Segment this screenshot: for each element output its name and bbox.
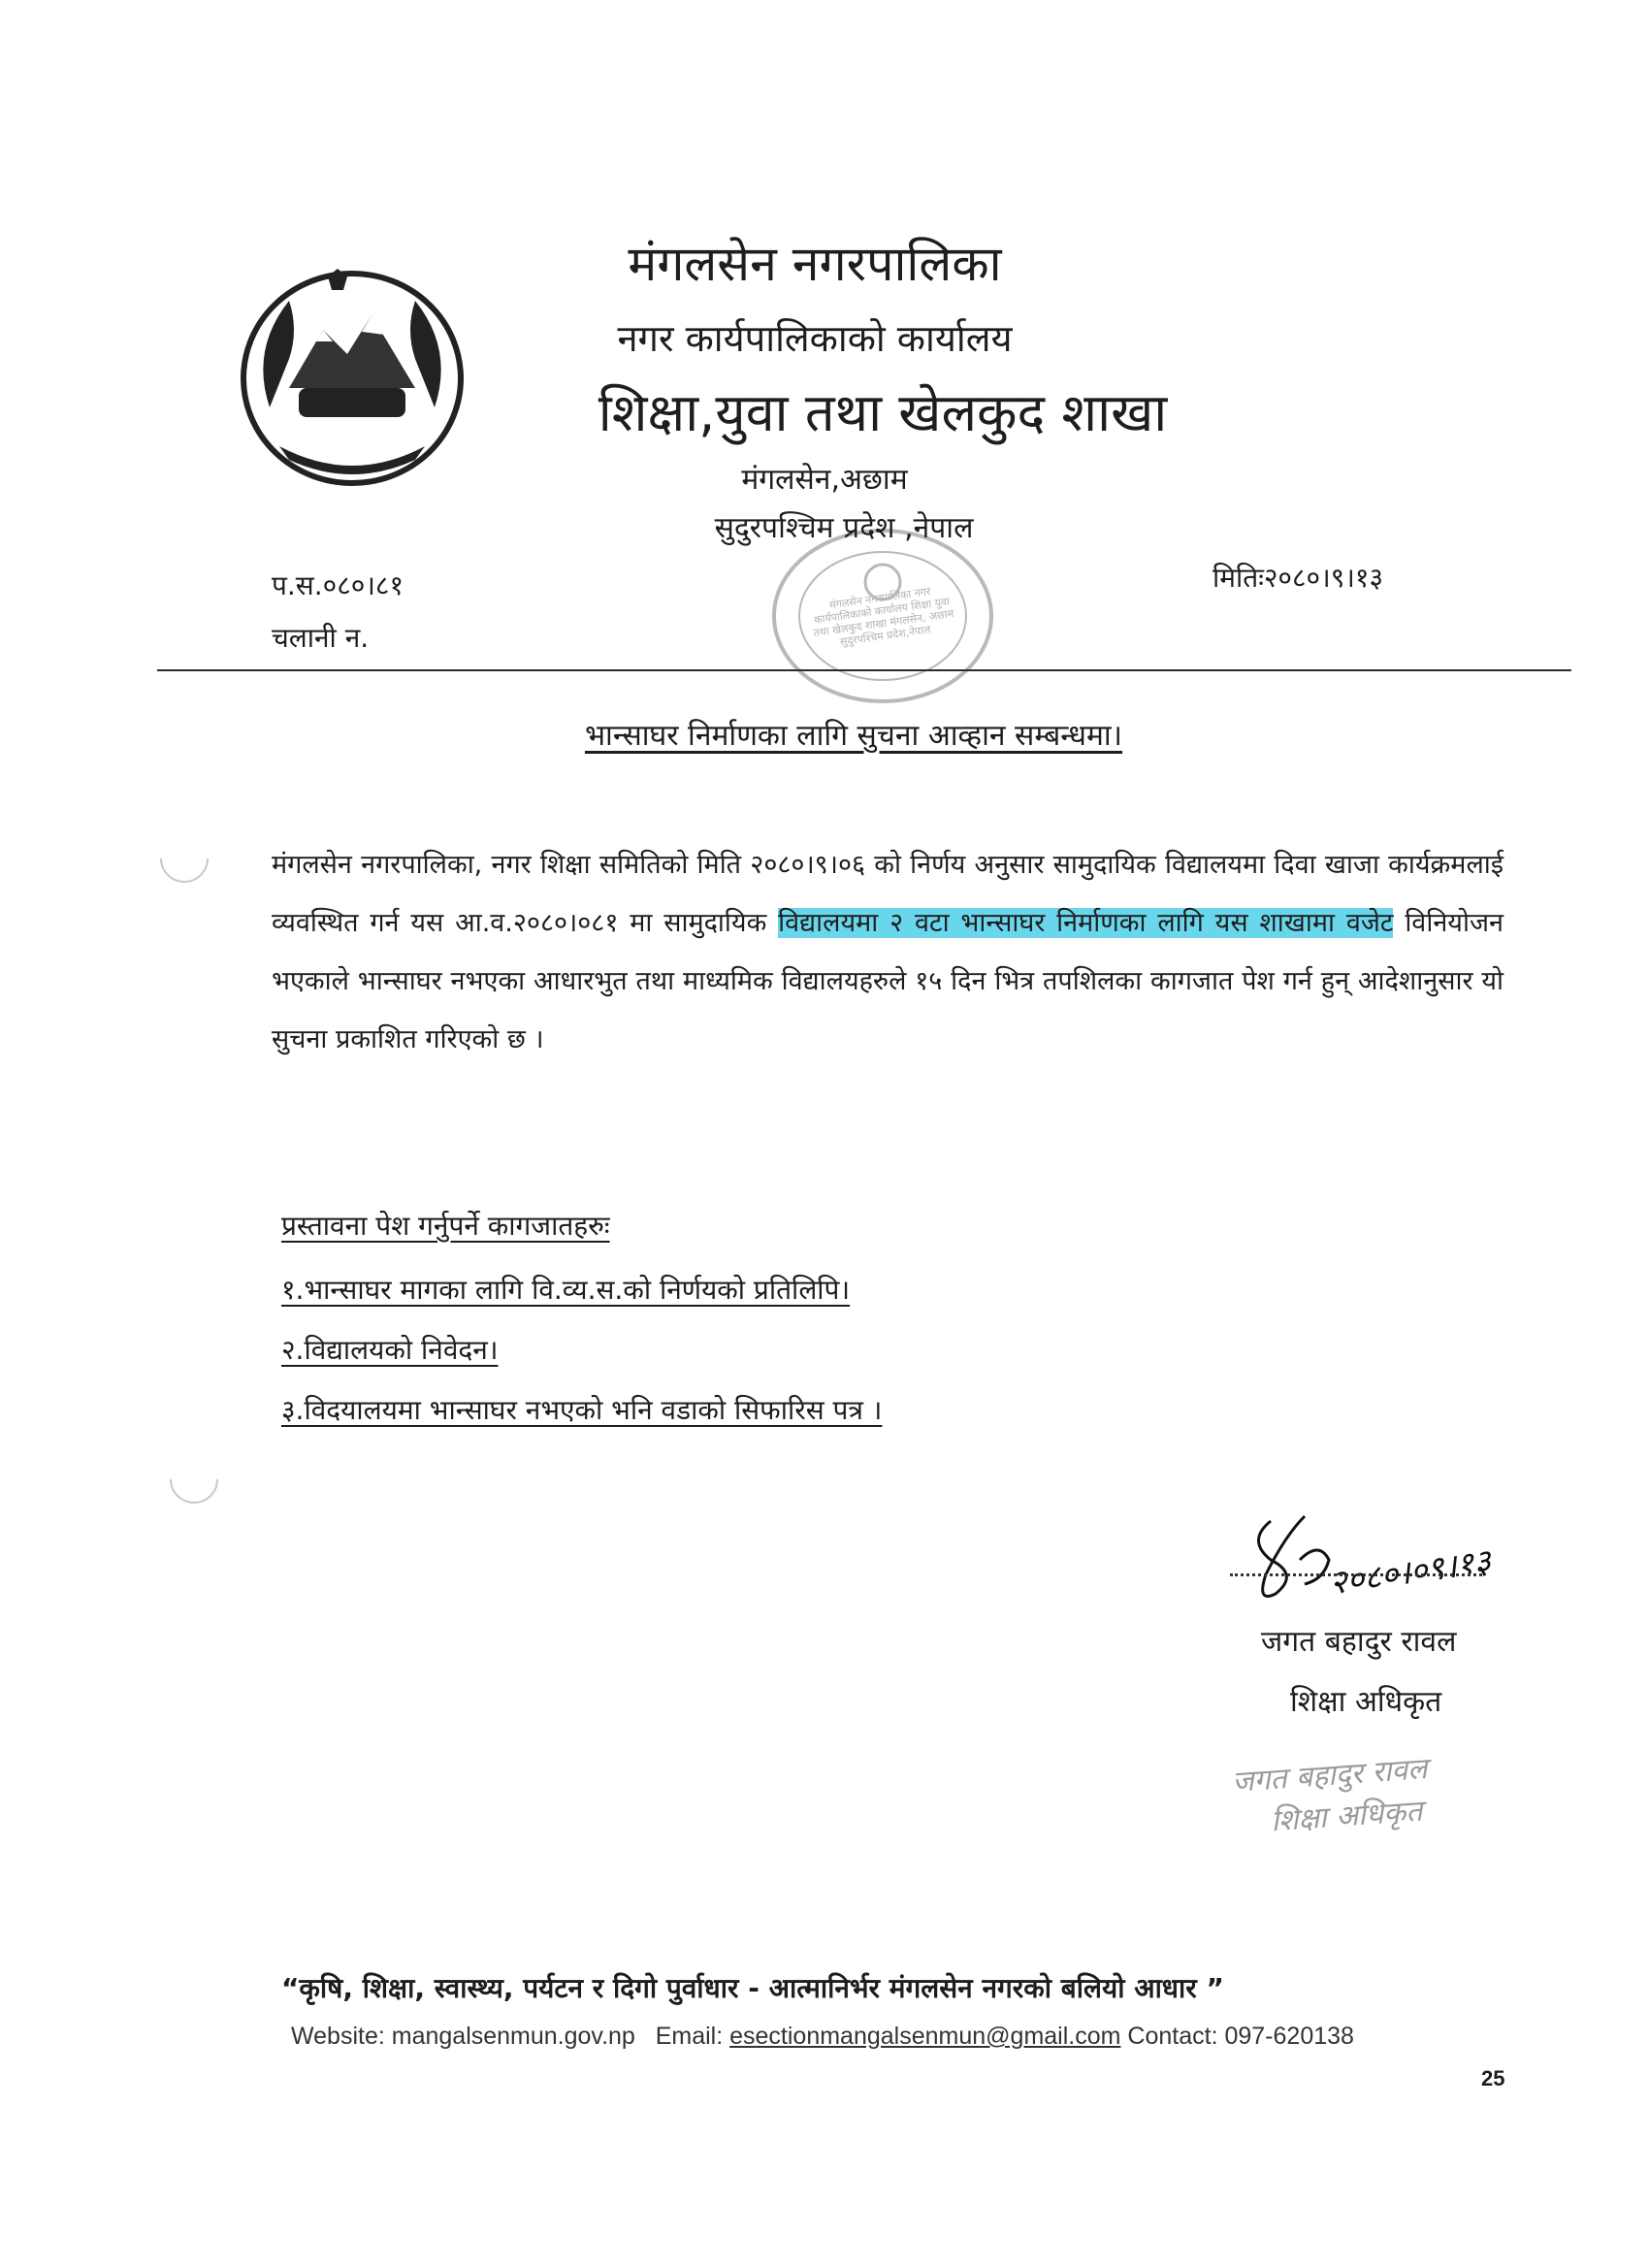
- nepal-emblem-icon: [231, 262, 473, 495]
- footer-motto: “कृषि, शिक्षा, स्वास्थ्य, पर्यटन र दिगो पुर्वाधार - आत्मानिर्भर मंगलसेन नगरको बलियो आधार ”: [281, 1972, 1224, 2004]
- dispatch-number: चलानी न.: [272, 622, 370, 654]
- reference-number: प.स.०८०।८१: [272, 569, 404, 601]
- signatory-name: जगत बहादुर रावल: [1261, 1625, 1457, 1659]
- email-label: Email:: [655, 2023, 724, 2050]
- website-text: Website: mangalsenmun.gov.np: [291, 2023, 635, 2050]
- page-number: 25: [1481, 2066, 1505, 2090]
- documents-list: [281, 1271, 882, 1451]
- letter-body: [272, 836, 1504, 1069]
- stamp-title: शिक्षा अधिकृत: [1270, 1794, 1424, 1839]
- punch-hole-icon: [160, 834, 209, 883]
- document-item: २.विद्यालयको निवेदन।: [281, 1334, 499, 1366]
- stamp-name: जगत बहादुर रावल: [1231, 1752, 1429, 1799]
- contact-text: Contact: 097-620138: [1127, 2023, 1354, 2050]
- municipality-name: मंगलसेन नगरपालिका: [628, 236, 1002, 292]
- document-item: ३.विदयालयमा भान्साघर नभएको भनि वडाको सिफारिस पत्र ।: [281, 1394, 883, 1426]
- documents-heading: प्रस्तावना पेश गर्नुपर्ने कागजातहरुः: [281, 1210, 610, 1242]
- section-name: शिक्षा,युवा तथा खेलकुद शाखा: [598, 382, 1168, 443]
- body-text-end: विनियोजन भएकाले भान्साघर नभएका आधारभुत तथा माध्यमिक विद्यालयहरुले १५ दिन भित्र तपशिलका कागजात पेश गर्न हुन् आदेशानुसार यो सुचना प्रकाशित गरिएको छ ।: [272, 908, 1504, 1054]
- signature-line: [1230, 1573, 1482, 1576]
- office-seal-icon: [766, 524, 999, 708]
- document-item: १.भान्साघर मागका लागि वि.व्य.स.को निर्णयको प्रतिलिपि।: [281, 1274, 851, 1306]
- handwritten-date: २०८०।०९।१३: [1327, 1541, 1494, 1604]
- office-name: नगर कार्यपालिकाको कार्यालय: [617, 317, 1013, 360]
- office-seal-text: मंगलसेन नगरपालिका नगर कार्यपालिकाको कार्यालय शिक्षा युवा तथा खेलकुद शाखा मंगलसेन, अछाम सुदुरपश्चिम प्रदेश,नेपाल: [812, 584, 955, 649]
- footer-contact: [291, 2023, 1354, 2051]
- email-link[interactable]: esectionmangalsenmun@gmail.com: [729, 2023, 1121, 2050]
- letter-subject: भान्साघर निर्माणका लागि सुचना आव्हान सम्बन्धमा।: [584, 719, 1123, 753]
- body-text-start: मंगलसेन नगरपालिका, नगर शिक्षा समितिको मिति २०८०।९।०६ को निर्णय अनुसार सामुदायिक विद्यालयमा दिवा खाजा कार्यक्रमलाई व्यवस्थित गर्न यस आ.व.२०८०।०८१ मा सामुदायिक: [272, 850, 1504, 938]
- header-divider: [157, 669, 1571, 671]
- address-line-1: मंगलसेन,अछाम: [741, 463, 908, 497]
- address-line-2: सुदुरपश्चिम प्रदेश ,नेपाल: [714, 511, 974, 545]
- handwritten-signature-icon: [1242, 1502, 1610, 1608]
- body-highlighted-text: विद्यालयमा २ वटा भान्साघर निर्माणका लागि यस शाखामा वजेट: [778, 908, 1394, 938]
- signatory-title: शिक्षा अधिकृत: [1290, 1685, 1442, 1719]
- letter-date: मितिः२०८०।९।१३: [1212, 562, 1384, 594]
- punch-hole-icon: [170, 1455, 218, 1504]
